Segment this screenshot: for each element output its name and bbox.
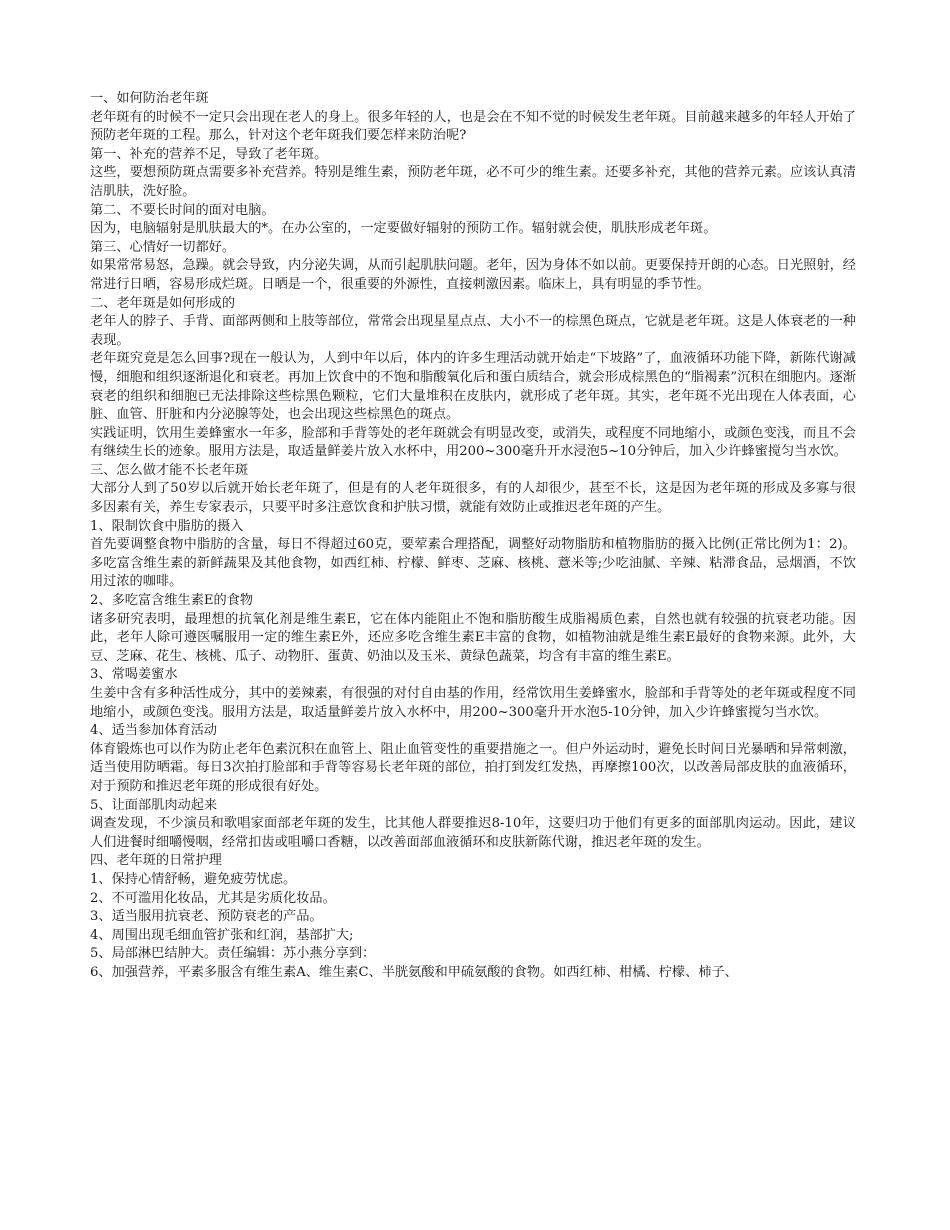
paragraph: 首先要调整食物中脂肪的含量，每日不得超过60克，要荤素合理搭配，调整好动物脂肪和植物脂肪的摄入比例(正常比例为1：2)。多吃富含维生素的新鲜蔬果及其他食物，如西红柿、柠檬、鲜枣、芝麻、核桃、薏米等;少吃油腻、辛辣、粘滞食品，忌烟酒，不饮用过浓的咖啡。 xyxy=(90,537,856,590)
section-heading: 三、怎么做才能不长老年斑 xyxy=(90,462,249,478)
subsection-heading: 4、适当参加体育活动 xyxy=(90,723,218,739)
paragraph: 大部分人到了50岁以后就开始长老年斑了，但是有的人老年斑很多，有的人却很少，甚至不长，这是因为老年斑的形成及多寡与很多因素有关，养生专家表示，只要平时多注意饮食和护肤习惯，就能有效防止或推迟老年斑的产生。 xyxy=(90,481,856,516)
subsection-heading: 第三、心情好一切都好。 xyxy=(90,239,236,255)
paragraph: 实践证明，饮用生姜蜂蜜水一年多，脸部和手背等处的老年斑就会有明显改变，或消失，或程度不同地缩小，或颜色变浅，而且不会有继续生长的迹象。服用方法是，取适量鲜姜片放入水杯中，用200~300毫升开水浸泡5~10分钟后，加入少许蜂蜜搅匀当水饮。 xyxy=(90,425,856,460)
subsection-heading: 第二、不要长时间的面对电脑。 xyxy=(90,202,275,218)
list-item: 5、局部淋巴结肿大。责任编辑：苏小燕分享到： xyxy=(90,946,376,962)
paragraph: 这些，要想预防斑点需要多补充营养。特别是维生素，预防老年斑，必不可少的维生素。还要多补充，其他的营养元素。应该认真清洁肌肤，洗好脸。 xyxy=(90,165,856,199)
paragraph: 老年斑有的时候不一定只会出现在老人的身上。很多年轻的人，也是会在不知不觉的时候发生老年斑。目前越来越多的年轻人开始了预防老年斑的工程。那么，针对这个老年斑我们要怎样来防治呢? xyxy=(90,109,856,144)
subsection-heading: 2、多吃富含维生素E的食物 xyxy=(90,593,254,609)
list-item: 3、适当服用抗衰老、预防衰老的产品。 xyxy=(90,909,323,925)
section-heading: 二、老年斑是如何形成的 xyxy=(90,295,236,311)
subsection-heading: 3、常喝姜蜜水 xyxy=(90,667,178,683)
list-item: 1、保持心情舒畅，避免疲劳忧虑。 xyxy=(90,871,297,887)
subsection-heading: 第一、补充的营养不足，导致了老年斑。 xyxy=(90,146,328,162)
section-heading: 四、老年斑的日常护理 xyxy=(90,853,222,869)
paragraph: 体育锻炼也可以作为防止老年色素沉积在血管上、阻止血管变性的重要措施之一。但户外运动时，避免长时间日光暴晒和异常刺激，适当使用防晒霜。每日3次拍打脸部和手背等容易长老年斑的部位，拍打到发红发热，再摩擦100次，以改善局部皮肤的血液循环，对于预防和推迟老年斑的形成很有好处。 xyxy=(90,741,856,794)
list-item: 2、不可滥用化妆品，尤其是劣质化妆品。 xyxy=(90,890,336,906)
paragraph: 生姜中含有多种活性成分，其中的姜辣素，有很强的对付自由基的作用，经常饮用生姜蜂蜜水，脸部和手背等处的老年斑或程度不同地缩小，或颜色变浅。服用方法是，取适量鲜姜片放入水杯中，用200~300毫升开水泡5-10分钟，加入少许蜂蜜搅匀当水饮。 xyxy=(90,686,856,720)
subsection-heading: 1、限制饮食中脂肪的摄入 xyxy=(90,518,244,534)
paragraph: 诸多研究表明，最理想的抗氧化剂是维生素E，它在体内能阻止不饱和脂肪酸生成脂褐质色素，自然也就有较强的抗衰老功能。因此，老年人除可遵医嘱服用一定的维生素E外，还应多吃含维生素E丰富的食物，如植物油就是维生素E最好的食物来源。此外，大豆、芝麻、花生、核桃、瓜子、动物肝、蛋黄、奶油以及玉米、黄绿色蔬菜，均含有丰富的维生素E。 xyxy=(90,611,856,664)
list-item: 4、周围出现毛细血管扩张和红润，基部扩大; xyxy=(90,927,354,943)
paragraph: 因为，电脑辐射是肌肤最大的*。在办公室的，一定要做好辐射的预防工作。辐射就会使，肌肤形成老年斑。 xyxy=(90,221,717,237)
section-heading: 一、如何防治老年斑 xyxy=(90,91,209,106)
paragraph: 调查发现，不少演员和歌唱家面部老年斑的发生，比其他人群要推迟8-10年，这要归功于他们有更多的面部肌肉运动。因此，建议人们进餐时细嚼慢咽，经常扣齿或咀嚼口香糖，以改善面部血液循环和皮肤新陈代谢，推迟老年斑的发生。 xyxy=(90,816,856,850)
document-page xyxy=(90,90,856,983)
paragraph: 如果常常易怒，急躁。就会导致，内分泌失调，从而引起肌肤问题。老年，因为身体不如以前。更要保持开朗的心态。日光照射，经常进行日晒，容易形成烂斑。日晒是一个，很重要的外源性，直接刺激因素。临床上，具有明显的季节性。 xyxy=(90,258,856,292)
paragraph: 老年人的脖子、手背、面部两侧和上肢等部位，常常会出现星星点点、大小不一的棕黑色斑点，它就是老年斑。这是人体衰老的一种表现。 xyxy=(90,314,856,348)
list-item: 6、加强营养，平素多服含有维生素A、维生素C、半胱氨酸和甲硫氨酸的食物。如西红柿、柑橘、柠檬、柿子、 xyxy=(90,964,738,980)
paragraph: 老年斑究竟是怎么回事?现在一般认为，人到中年以后，体内的许多生理活动就开始走“下坡路”了，血液循环功能下降，新陈代谢减慢，细胞和组织逐渐退化和衰老。再加上饮食中的不饱和脂酸氧化后和蛋白质结合，就会形成棕黑色的“脂褐素”沉积在细胞内。逐渐衰老的组织和细胞已无法排除这些棕黑色颗粒，它们大量堆积在皮肤内，就形成了老年斑。其实，老年斑不光出现在人体表面，心脏、血管、肝脏和内分泌腺等处，也会出现这些棕黑色的斑点。 xyxy=(90,351,856,423)
subsection-heading: 5、让面部肌肉动起来 xyxy=(90,797,218,813)
